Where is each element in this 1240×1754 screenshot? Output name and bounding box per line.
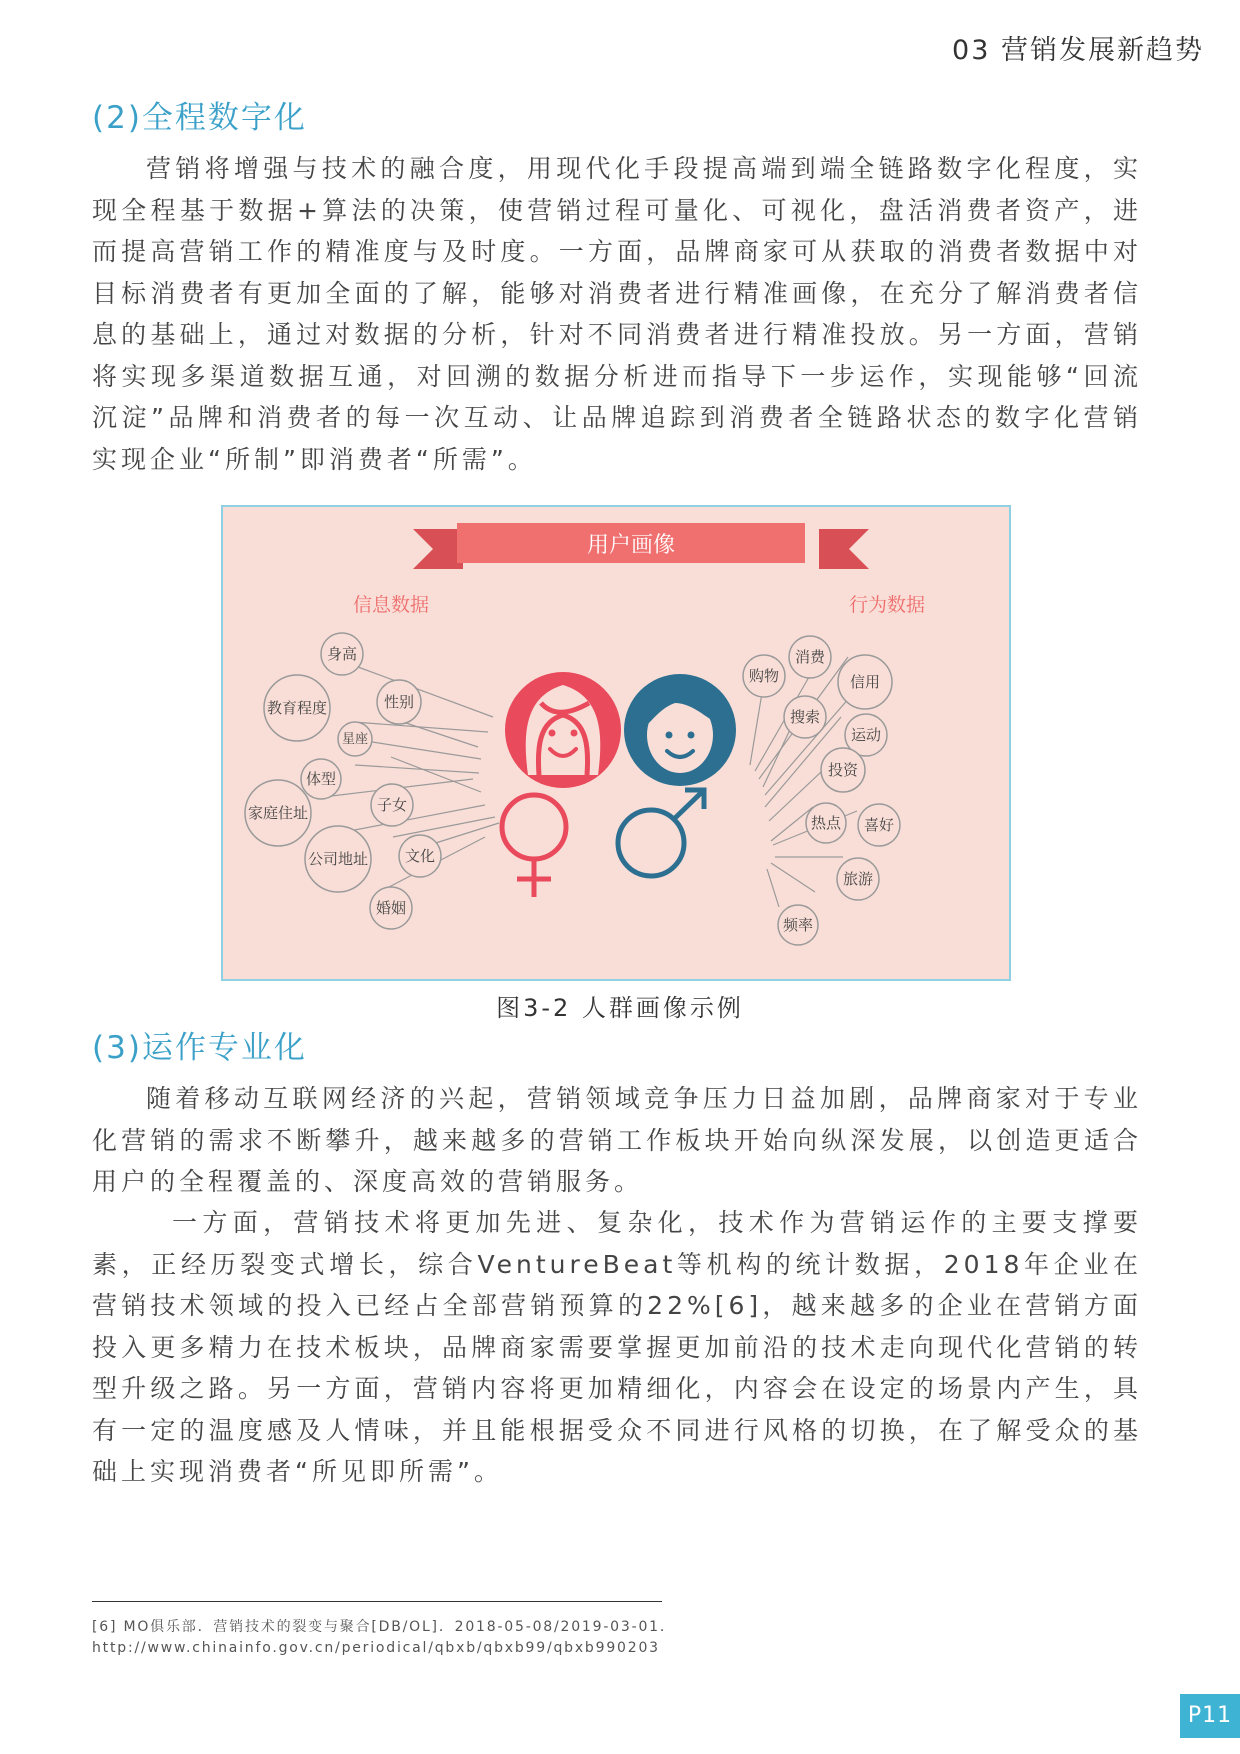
- banner-title: 用户画像: [586, 533, 676, 558]
- section-3-paragraph-1: 随着移动互联网经济的兴起，营销领域竞争压力日益加剧，品牌商家对于专业化营销的需求不断攀升，越来越多的营销工作板块开始向纵深发展，以创造更适合用户的全程覆盖的、深度高效的营销服务。: [92, 1084, 1142, 1196]
- section-2-paragraph: 营销将增强与技术的融合度，用现代化手段提高端到端全链路数字化程度，实现全程基于数据+算法的决策，使营销过程可量化、可视化，盘活消费者资产，进而提高营销工作的精准度与及时度。一方面，品牌商家可从获取的消费者数据中对目标消费者有更加全面的了解，能够对消费者进行精准画像，在充分了解消费者信息的基础上，通过对数据的分析，针对不同消费者进行精准投放。另一方面，营销将实现多渠道数据互通，对回溯的数据分析进而指导下一步运作，实现能够“回流沉淀”品牌和消费者的每一次互动、让品牌追踪到消费者全链路状态的数字化营销实现企业“所制”即消费者“所需”。: [92, 154, 1142, 474]
- footnote-citation: [6] MO俱乐部．营销技术的裂变与聚合[DB/OL]．2018-05-08/2019-03-01．: [92, 1619, 676, 1635]
- tag-culture: 文化: [404, 847, 436, 865]
- tag-gender: 性别: [383, 693, 415, 711]
- page-number: P11: [1180, 1694, 1240, 1738]
- right-heading: 行为数据: [848, 594, 926, 616]
- tag-zodiac: 星座: [341, 732, 369, 747]
- tag-education: 教育程度: [266, 699, 328, 717]
- tag-marriage: 婚姻: [375, 899, 407, 917]
- female-avatar-icon: [505, 672, 621, 788]
- left-tags: [245, 633, 441, 929]
- tag-height: 身高: [326, 645, 358, 663]
- tag-search: 搜索: [789, 708, 821, 726]
- tag-company-address: 公司地址: [307, 850, 369, 868]
- tag-consumption: 消费: [794, 648, 826, 666]
- tag-body-type: 体型: [305, 770, 337, 788]
- tag-preference: 喜好: [863, 816, 895, 834]
- section-2-title: (2)全程数字化: [92, 100, 307, 136]
- tag-home-address: 家庭住址: [247, 804, 309, 822]
- tag-investment: 投资: [827, 761, 859, 779]
- left-heading: 信息数据: [352, 594, 430, 616]
- figure-caption: 图3-2 人群画像示例: [496, 994, 744, 1022]
- tag-travel: 旅游: [842, 870, 874, 888]
- tag-shopping: 购物: [748, 667, 780, 685]
- banner-ribbon-right: [819, 529, 869, 569]
- footnote-divider: [92, 1601, 662, 1602]
- male-avatar-icon: [624, 674, 736, 786]
- footnote-url: http://www.chinainfo.gov.cn/periodical/qbxb/qbxb99/qbxb990203: [92, 1640, 660, 1656]
- female-symbol-icon: [502, 795, 566, 897]
- male-symbol-icon: [618, 790, 704, 876]
- banner-ribbon-left: [413, 529, 463, 569]
- tag-sports: 运动: [850, 726, 882, 744]
- tag-children: 子女: [376, 796, 408, 814]
- chapter-header: 03 营销发展新趋势: [952, 35, 1204, 66]
- user-profile-figure: [221, 505, 1011, 981]
- section-3-paragraph-2: 一方面，营销技术将更加先进、复杂化，技术作为营销运作的主要支撑要素，正经历裂变式增长，综合VentureBeat等机构的统计数据，2018年企业在营销技术领域的投入已经占全部营销预算的22%[6]，越来越多的企业在营销方面投入更多精力在技术板块，品牌商家需要掌握更加前沿的技术走向现代化营销的转型升级之路。另一方面，营销内容将更加精细化，内容会在设定的场景内产生，具有一定的温度感及人情味，并且能根据受众不同进行风格的切换，在了解受众的基础上实现消费者“所见即所需”。: [92, 1208, 1142, 1486]
- tag-frequency: 频率: [782, 916, 814, 934]
- tag-credit: 信用: [849, 673, 881, 691]
- user-profile-diagram: [223, 507, 1009, 979]
- tag-hotspot: 热点: [810, 814, 842, 832]
- section-3-title: (3)运作专业化: [92, 1030, 307, 1066]
